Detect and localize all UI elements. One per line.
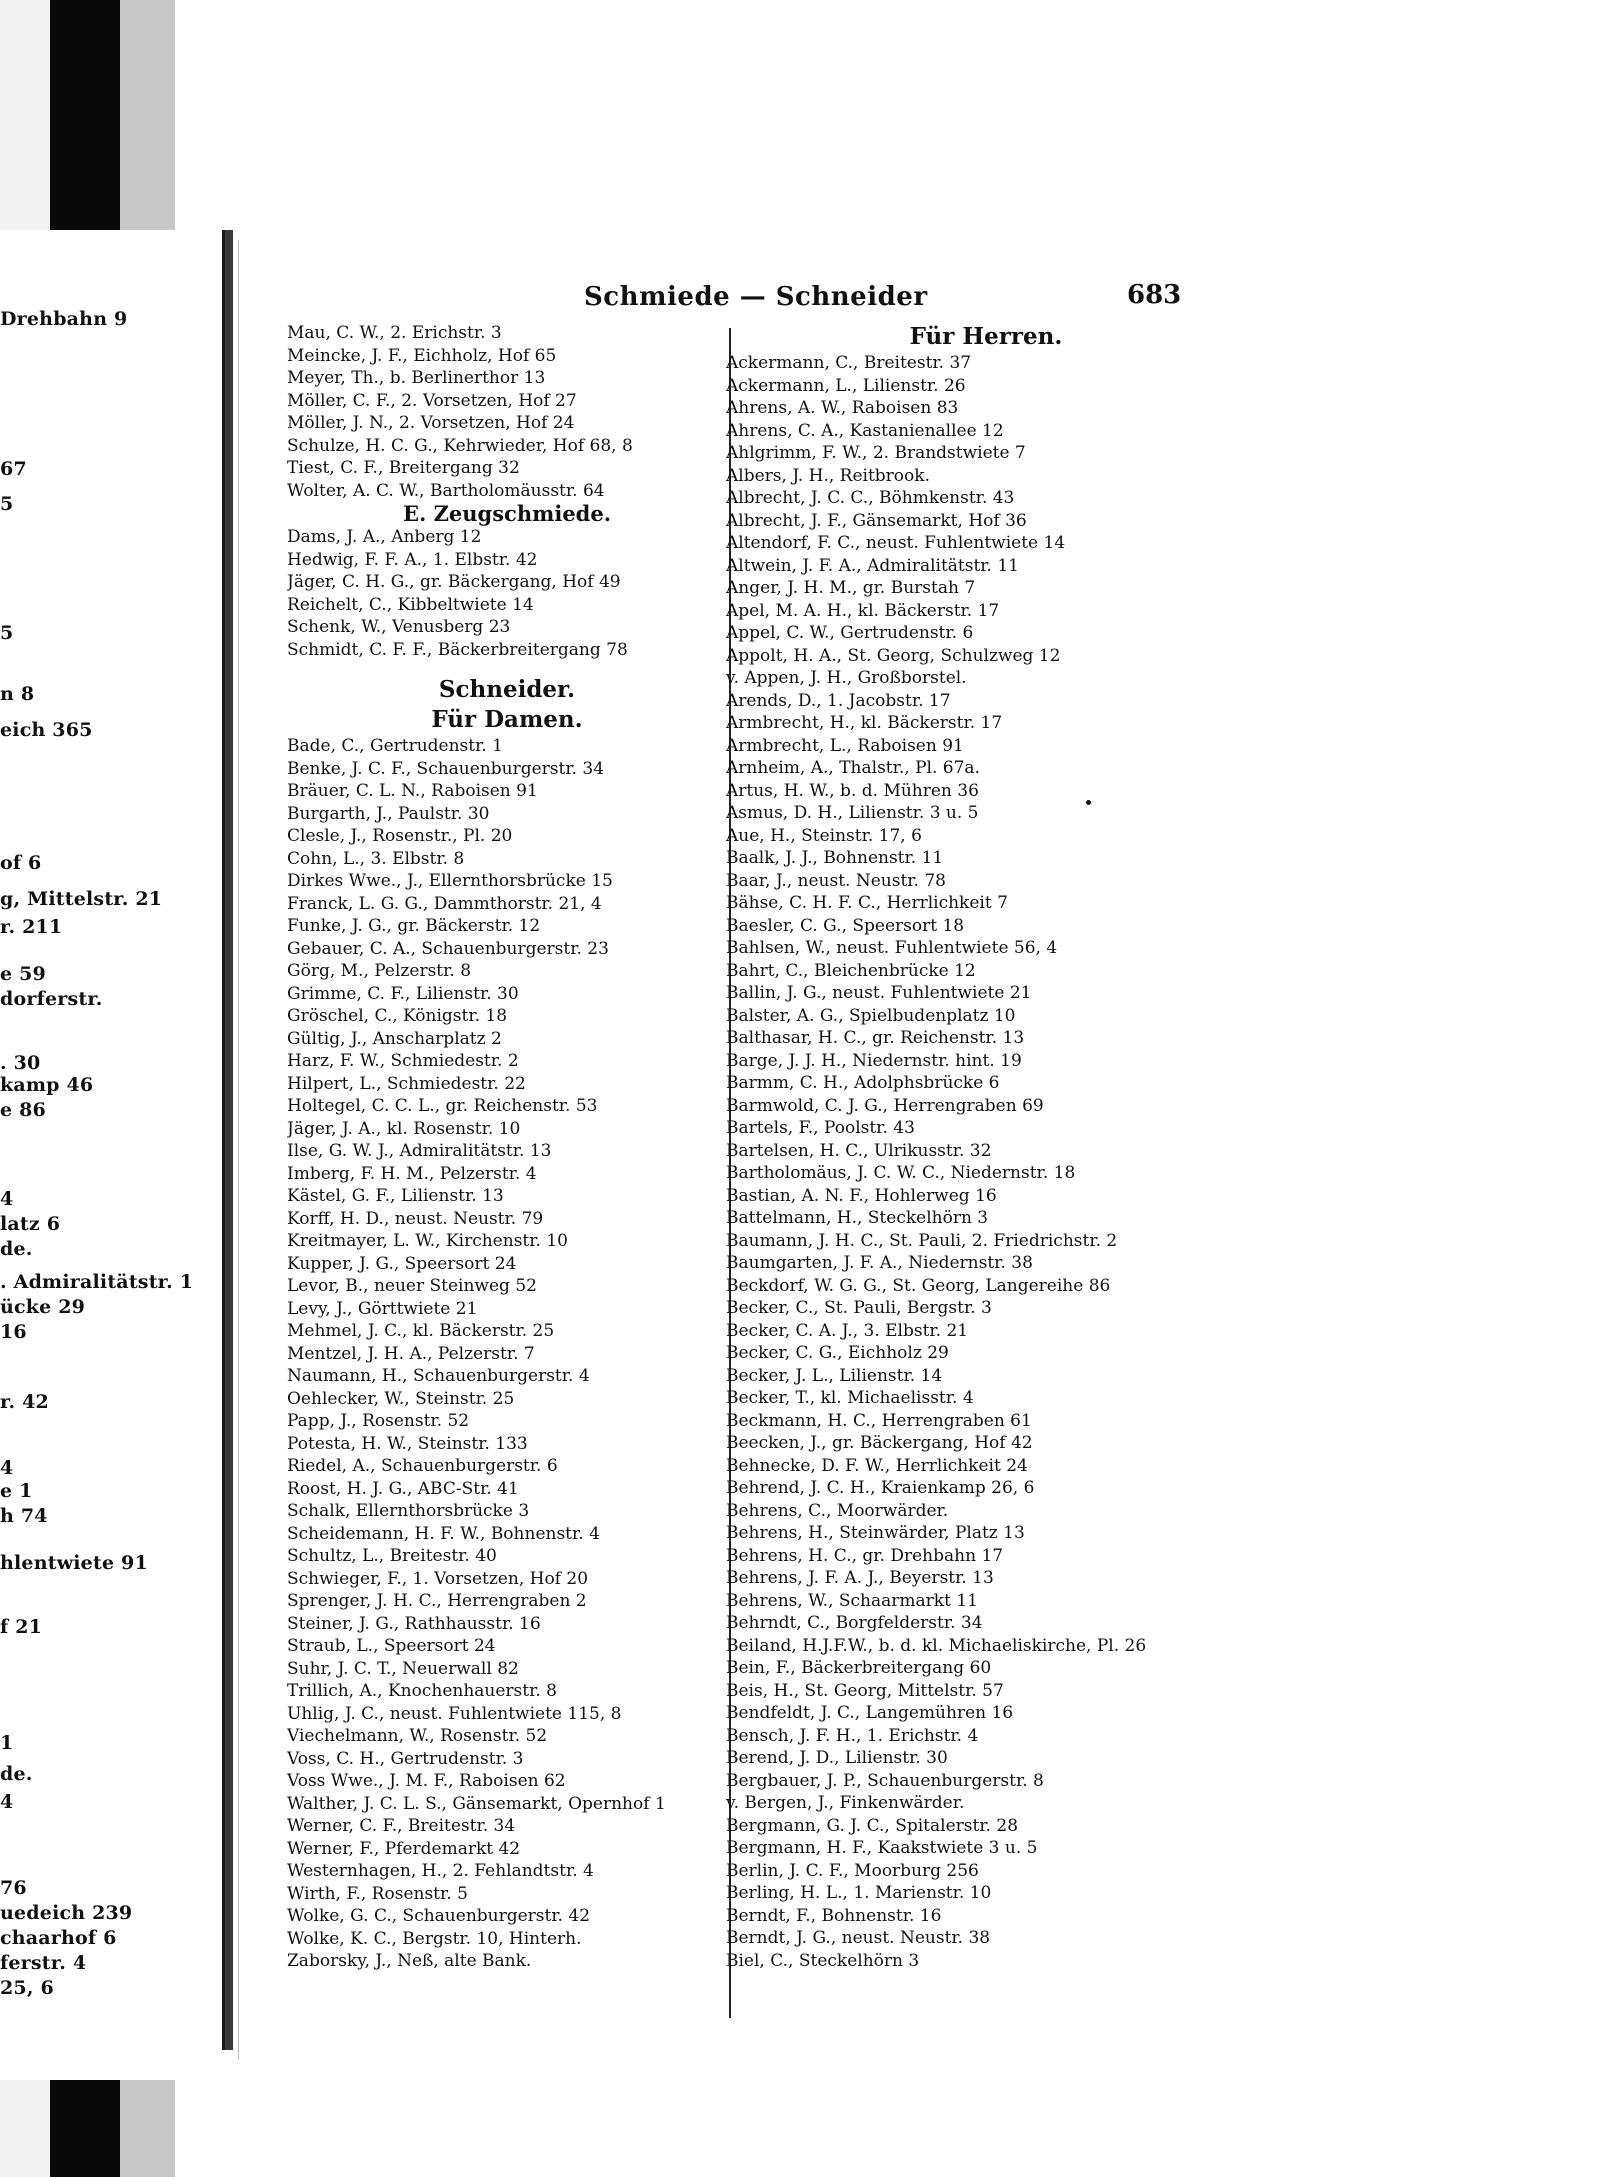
directory-entry: Baumann, J. H. C., St. Pauli, 2. Friedrichstr. 2 — [726, 1230, 1118, 1251]
directory-entry: Görg, M., Pelzerstr. 8 — [287, 961, 472, 981]
directory-entry: Bahrt, C., Bleichenbrücke 12 — [726, 960, 976, 981]
page-683 — [238, 240, 1249, 2060]
directory-entry: Berling, H. L., 1. Marienstr. 10 — [726, 1883, 992, 1903]
directory-entry: Berend, J. D., Lilienstr. 30 — [726, 1748, 948, 1768]
left-page-text-fragment: dorferstr. — [0, 988, 103, 1011]
left-page-text-fragment: 4 — [0, 1790, 14, 1813]
directory-entry: Uhlig, J. C., neust. Fuhlentwiete 115, 8 — [287, 1703, 622, 1724]
directory-entry: Beis, H., St. Georg, Mittelstr. 57 — [726, 1680, 1004, 1701]
directory-entry: Behrens, C., Moorwärder. — [726, 1500, 949, 1521]
directory-entry: Ballin, J. G., neust. Fuhlentwiete 21 — [726, 983, 1032, 1003]
directory-entry: Barge, J. J. H., Niedernstr. hint. 19 — [726, 1050, 1022, 1071]
directory-entry: Walther, J. C. L. S., Gänsemarkt, Opernhof 1 — [287, 1793, 666, 1814]
directory-entry: Appel, C. W., Gertrudenstr. 6 — [726, 623, 974, 643]
running-head: Schmiede — Schneider — [584, 282, 928, 312]
print-speck — [1086, 800, 1091, 805]
left-page-text-fragment: h 74 — [0, 1504, 48, 1527]
left-page-text-fragment: uedeich 239 — [0, 1901, 133, 1924]
directory-entry: Becker, C., St. Pauli, Bergstr. 3 — [726, 1298, 992, 1318]
directory-entry: Becker, J. L., Lilienstr. 14 — [726, 1365, 943, 1386]
directory-entry: Schwieger, F., 1. Vorsetzen, Hof 20 — [287, 1568, 589, 1589]
directory-entry: Mau, C. W., 2. Erichstr. 3 — [287, 323, 502, 343]
directory-entry: Trillich, A., Knochenhauerstr. 8 — [287, 1681, 557, 1701]
damen-entries — [287, 735, 727, 1973]
directory-entry: Berndt, J. G., neust. Neustr. 38 — [726, 1928, 991, 1948]
directory-entry: Behrend, J. C. H., Kraienkamp 26, 6 — [726, 1478, 1035, 1498]
directory-entry: Harz, F. W., Schmiedestr. 2 — [287, 1051, 519, 1071]
directory-entry: Apel, M. A. H., kl. Bäckerstr. 17 — [726, 600, 1000, 621]
directory-entry: Werner, C. F., Breitestr. 34 — [287, 1816, 516, 1836]
directory-entry: Meincke, J. F., Eichholz, Hof 65 — [287, 345, 557, 366]
directory-entry: Beiland, H.J.F.W., b. d. kl. Michaeliskirche, Pl. 26 — [726, 1635, 1147, 1656]
directory-entry: Möller, J. N., 2. Vorsetzen, Hof 24 — [287, 413, 575, 433]
section-heading-schneider: Schneider. — [438, 676, 576, 703]
directory-entry: Altwein, J. F. A., Admiralitätstr. 11 — [726, 555, 1020, 576]
directory-entry: Bastian, A. N. F., Hohlerweg 16 — [726, 1185, 997, 1206]
directory-entry: Kreitmayer, L. W., Kirchenstr. 10 — [287, 1231, 568, 1251]
directory-entry: Behrens, W., Schaarmarkt 11 — [726, 1590, 978, 1611]
directory-entry: Zaborsky, J., Neß, alte Bank. — [287, 1951, 532, 1971]
left-page-text-fragment: de. — [0, 1238, 33, 1261]
directory-entry: Arnheim, A., Thalstr., Pl. 67a. — [726, 758, 980, 778]
left-page-text-fragment: chaarhof 6 — [0, 1926, 117, 1949]
directory-entry: Wirth, F., Rosenstr. 5 — [287, 1883, 468, 1904]
directory-entry: Bergmann, H. F., Kaakstwiete 3 u. 5 — [726, 1838, 1038, 1858]
page-number: 683 — [1127, 280, 1182, 310]
directory-entry: Bergbauer, J. P., Schauenburgerstr. 8 — [726, 1770, 1044, 1791]
spacer — [287, 661, 727, 675]
left-page-text-fragment: e 86 — [0, 1099, 46, 1122]
directory-entry: Oehlecker, W., Steinstr. 25 — [287, 1388, 515, 1409]
directory-entry: Wolke, G. C., Schauenburgerstr. 42 — [287, 1906, 591, 1926]
left-page-text-fragment: hlentwiete 91 — [0, 1551, 148, 1574]
directory-entry: Potesta, H. W., Steinstr. 133 — [287, 1433, 528, 1454]
left-page-text-fragment: e 59 — [0, 963, 46, 986]
directory-entry: Suhr, J. C. T., Neuerwall 82 — [287, 1658, 519, 1679]
left-page-text-fragment: 5 — [0, 492, 14, 515]
directory-entry: Westernhagen, H., 2. Fehlandtstr. 4 — [287, 1861, 594, 1881]
left-page-text-fragment: of 6 — [0, 852, 42, 875]
directory-entry: Schmidt, C. F. F., Bäckerbreitergang 78 — [287, 639, 628, 660]
directory-entry: Levor, B., neuer Steinweg 52 — [287, 1276, 537, 1296]
directory-entry: Aue, H., Steinstr. 17, 6 — [726, 825, 922, 846]
directory-entry: Armbrecht, L., Raboisen 91 — [726, 735, 964, 756]
directory-entry: Mentzel, J. H. A., Pelzerstr. 7 — [287, 1343, 535, 1364]
left-page-text-fragment: de. — [0, 1762, 33, 1785]
directory-entry: Burgarth, J., Paulstr. 30 — [287, 803, 490, 824]
directory-entry: Clesle, J., Rosenstr., Pl. 20 — [287, 826, 513, 846]
subheading-damen: Für Damen. — [431, 706, 583, 733]
left-page-text-fragment: ücke 29 — [0, 1296, 86, 1319]
directory-entry: Holtegel, C. C. L., gr. Reichenstr. 53 — [287, 1096, 598, 1116]
directory-entry: Riedel, A., Schauenburgerstr. 6 — [287, 1456, 558, 1476]
directory-entry: Bendfeldt, J. C., Langemühren 16 — [726, 1703, 1014, 1723]
directory-entry: Cohn, L., 3. Elbstr. 8 — [287, 848, 465, 869]
directory-entry: Arends, D., 1. Jacobstr. 17 — [726, 690, 951, 711]
subheading-herren: Für Herren. — [909, 323, 1063, 350]
directory-entry: Voss Wwe., J. M. F., Raboisen 62 — [287, 1771, 566, 1791]
directory-entry: Ilse, G. W. J., Admiralitätstr. 13 — [287, 1141, 552, 1161]
directory-entry: Funke, J. G., gr. Bäckerstr. 12 — [287, 916, 541, 936]
left-page-text-fragment: 4 — [0, 1457, 14, 1480]
directory-entry: Ackermann, C., Breitestr. 37 — [726, 353, 972, 373]
directory-entry: Dams, J. A., Anberg 12 — [287, 527, 482, 547]
directory-entry: Bähse, C. H. F. C., Herrlichkeit 7 — [726, 893, 1008, 913]
directory-entry: Bartels, F., Poolstr. 43 — [726, 1118, 915, 1138]
left-page-text-fragment: f 21 — [0, 1615, 43, 1638]
directory-entry: Gebauer, C. A., Schauenburgerstr. 23 — [287, 938, 609, 959]
directory-entry: Baalk, J. J., Bohnenstr. 11 — [726, 848, 944, 868]
directory-entry: Gröschel, C., Königstr. 18 — [287, 1006, 508, 1026]
directory-entry: Schalk, Ellernthorsbrücke 3 — [287, 1501, 530, 1521]
directory-entry: Bensch, J. F. H., 1. Erichstr. 4 — [726, 1725, 979, 1746]
directory-entry: Kupper, J. G., Speersort 24 — [287, 1253, 517, 1274]
left-page-text-fragment: . 30 — [0, 1052, 41, 1075]
zeugschmiede-entries — [287, 526, 727, 661]
left-page-text-fragment: r. 42 — [0, 1390, 49, 1413]
section-heading-zeugschmiede: E. Zeugschmiede. — [402, 501, 612, 526]
directory-entry: Franck, L. G. G., Dammthorstr. 21, 4 — [287, 893, 602, 914]
left-page-text-fragment: 5 — [0, 621, 14, 644]
left-page-text-fragment: 67 — [0, 458, 27, 481]
directory-entry: Beckmann, H. C., Herrengraben 61 — [726, 1410, 1032, 1431]
directory-entry: Bein, F., Bäckerbreitergang 60 — [726, 1658, 992, 1678]
directory-entry: Altendorf, F. C., neust. Fuhlentwiete 14 — [726, 533, 1066, 553]
directory-entry: Bräuer, C. L. N., Raboisen 91 — [287, 781, 538, 801]
directory-entry: v. Bergen, J., Finkenwärder. — [726, 1793, 965, 1813]
directory-entry: Gültig, J., Anscharplatz 2 — [287, 1028, 502, 1049]
directory-entry: Hedwig, F. F. A., 1. Elbstr. 42 — [287, 549, 538, 570]
left-column — [287, 322, 727, 1973]
herren-entries — [726, 352, 1246, 1972]
directory-entry: Hilpert, L., Schmiedestr. 22 — [287, 1073, 526, 1094]
directory-entry: Imberg, F. H. M., Pelzerstr. 4 — [287, 1163, 537, 1184]
directory-entry: Balster, A. G., Spielbudenplatz 10 — [726, 1005, 1016, 1026]
directory-entry: Beecken, J., gr. Bäckergang, Hof 42 — [726, 1433, 1033, 1453]
directory-entry: Tiest, C. F., Breitergang 32 — [287, 458, 520, 478]
directory-entry: Bergmann, G. J. C., Spitalerstr. 28 — [726, 1815, 1019, 1836]
directory-entry: Bahlsen, W., neust. Fuhlentwiete 56, 4 — [726, 938, 1058, 958]
left-page-fragment — [0, 230, 228, 2080]
left-page-text-fragment: 4 — [0, 1188, 14, 1211]
directory-entry: Behrens, H., Steinwärder, Platz 13 — [726, 1523, 1025, 1543]
directory-entry: Bade, C., Gertrudenstr. 1 — [287, 736, 503, 756]
left-page-text-fragment: . Admiralitätstr. 1 — [0, 1271, 194, 1294]
directory-entry: Berndt, F., Bohnenstr. 16 — [726, 1905, 942, 1926]
directory-entry: Wolter, A. C. W., Bartholomäusstr. 64 — [287, 480, 605, 501]
left-page-text-fragment: e 1 — [0, 1479, 33, 1502]
gutter — [225, 230, 233, 2050]
directory-entry: Meyer, Th., b. Berlinerthor 13 — [287, 368, 546, 388]
directory-entry: Naumann, H., Schauenburgerstr. 4 — [287, 1366, 590, 1386]
directory-entry: Steiner, J. G., Rathhausstr. 16 — [287, 1613, 541, 1634]
directory-entry: Papp, J., Rosenstr. 52 — [287, 1411, 470, 1431]
directory-entry: Ahrens, A. W., Raboisen 83 — [726, 398, 959, 418]
left-page-text-fragment: 76 — [0, 1876, 27, 1899]
directory-entry: Voss, C. H., Gertrudenstr. 3 — [287, 1748, 524, 1769]
directory-entry: Straub, L., Speersort 24 — [287, 1636, 496, 1656]
directory-entry: Kästel, G. F., Lilienstr. 13 — [287, 1186, 504, 1206]
directory-entry: Albrecht, J. F., Gänsemarkt, Hof 36 — [726, 510, 1027, 531]
directory-entry: Möller, C. F., 2. Vorsetzen, Hof 27 — [287, 390, 577, 411]
directory-entry: Biel, C., Steckelhörn 3 — [726, 1950, 920, 1971]
directory-entry: Reichelt, C., Kibbeltwiete 14 — [287, 594, 534, 615]
directory-entry: Jäger, J. A., kl. Rosenstr. 10 — [287, 1118, 521, 1139]
directory-entry: Schenk, W., Venusberg 23 — [287, 617, 511, 637]
directory-entry: Becker, C. G., Eichholz 29 — [726, 1343, 949, 1363]
directory-entry: Ahrens, C. A., Kastanienallee 12 — [726, 420, 1004, 441]
directory-entry: Benke, J. C. F., Schauenburgerstr. 34 — [287, 758, 605, 779]
directory-entry: Scheidemann, H. F. W., Bohnenstr. 4 — [287, 1523, 600, 1544]
directory-entry: Viechelmann, W., Rosenstr. 52 — [287, 1726, 548, 1746]
directory-entry: Barmwold, C. J. G., Herrengraben 69 — [726, 1095, 1044, 1116]
directory-entry: Wolke, K. C., Bergstr. 10, Hinterh. — [287, 1928, 582, 1949]
directory-entry: Baar, J., neust. Neustr. 78 — [726, 870, 946, 891]
directory-entry: Schultz, L., Breitestr. 40 — [287, 1546, 497, 1566]
directory-entry: Sprenger, J. H. C., Herrengraben 2 — [287, 1591, 587, 1611]
left-page-text-fragment: 1 — [0, 1732, 14, 1755]
directory-entry: Appolt, H. A., St. Georg, Schulzweg 12 — [726, 645, 1061, 666]
directory-entry: Dirkes Wwe., J., Ellernthorsbrücke 15 — [287, 871, 613, 891]
directory-entry: Bartholomäus, J. C. W. C., Niedernstr. 18 — [726, 1163, 1076, 1183]
directory-entry: Baumgarten, J. F. A., Niedernstr. 38 — [726, 1253, 1033, 1273]
right-column — [726, 322, 1246, 1972]
directory-entry: Behrens, J. F. A. J., Beyerstr. 13 — [726, 1568, 994, 1588]
directory-entry: Barmm, C. H., Adolphsbrücke 6 — [726, 1073, 1000, 1093]
left-page-text-fragment: n 8 — [0, 682, 35, 705]
left-page-text-fragment: latz 6 — [0, 1213, 61, 1236]
directory-entry: v. Appen, J. H., Großborstel. — [726, 668, 967, 688]
left-page-text-fragment: ferstr. 4 — [0, 1951, 87, 1974]
left-page-text-fragment: 25, 6 — [0, 1976, 54, 1999]
directory-entry: Grimme, C. F., Lilienstr. 30 — [287, 983, 519, 1004]
directory-entry: Beckdorf, W. G. G., St. Georg, Langereihe 86 — [726, 1275, 1111, 1296]
left-page-text-fragment: r. 211 — [0, 916, 63, 939]
directory-entry: Behrndt, C., Borgfelderstr. 34 — [726, 1613, 983, 1633]
directory-entry: Ahlgrimm, F. W., 2. Brandstwiete 7 — [726, 443, 1026, 463]
directory-entry: Mehmel, J. C., kl. Bäckerstr. 25 — [287, 1321, 555, 1341]
directory-entry: Berlin, J. C. F., Moorburg 256 — [726, 1860, 979, 1881]
left-page-text-fragment: kamp 46 — [0, 1074, 94, 1097]
directory-entry: Albers, J. H., Reitbrook. — [726, 465, 930, 486]
left-page-text-fragment: eich 365 — [0, 718, 93, 741]
directory-entry: Battelmann, H., Steckelhörn 3 — [726, 1208, 989, 1228]
directory-entry: Becker, T., kl. Michaelisstr. 4 — [726, 1388, 974, 1408]
directory-entry: Artus, H. W., b. d. Mühren 36 — [726, 780, 979, 801]
directory-entry: Jäger, C. H. G., gr. Bäckergang, Hof 49 — [287, 572, 621, 592]
left-page-text-fragment: Drehbahn 9 — [0, 308, 128, 331]
directory-entry: Behrens, H. C., gr. Drehbahn 17 — [726, 1545, 1004, 1566]
directory-entry: Schulze, H. C. G., Kehrwieder, Hof 68, 8 — [287, 435, 633, 456]
directory-entry: Asmus, D. H., Lilienstr. 3 u. 5 — [726, 803, 979, 823]
directory-entry: Werner, F., Pferdemarkt 42 — [287, 1838, 521, 1859]
directory-entry: Becker, C. A. J., 3. Elbstr. 21 — [726, 1320, 969, 1341]
directory-entry: Levy, J., Görttwiete 21 — [287, 1298, 478, 1319]
directory-entry: Behnecke, D. F. W., Herrlichkeit 24 — [726, 1455, 1028, 1476]
directory-entry: Anger, J. H. M., gr. Burstah 7 — [726, 578, 976, 598]
left-page-text-fragment: g, Mittelstr. 21 — [0, 888, 163, 911]
directory-entry: Bartelsen, H. C., Ulrikusstr. 32 — [726, 1140, 992, 1161]
left-page-text-fragment: 16 — [0, 1321, 27, 1344]
directory-entry: Balthasar, H. C., gr. Reichenstr. 13 — [726, 1028, 1025, 1048]
directory-entry: Albrecht, J. C. C., Böhmkenstr. 43 — [726, 488, 1015, 508]
directory-entry: Roost, H. J. G., ABC-Str. 41 — [287, 1478, 519, 1499]
schmiede-entries — [287, 322, 727, 502]
directory-entry: Armbrecht, H., kl. Bäckerstr. 17 — [726, 713, 1003, 733]
directory-entry: Ackermann, L., Lilienstr. 26 — [726, 375, 966, 396]
directory-entry: Korff, H. D., neust. Neustr. 79 — [287, 1208, 544, 1229]
directory-entry: Baesler, C. G., Speersort 18 — [726, 915, 965, 936]
